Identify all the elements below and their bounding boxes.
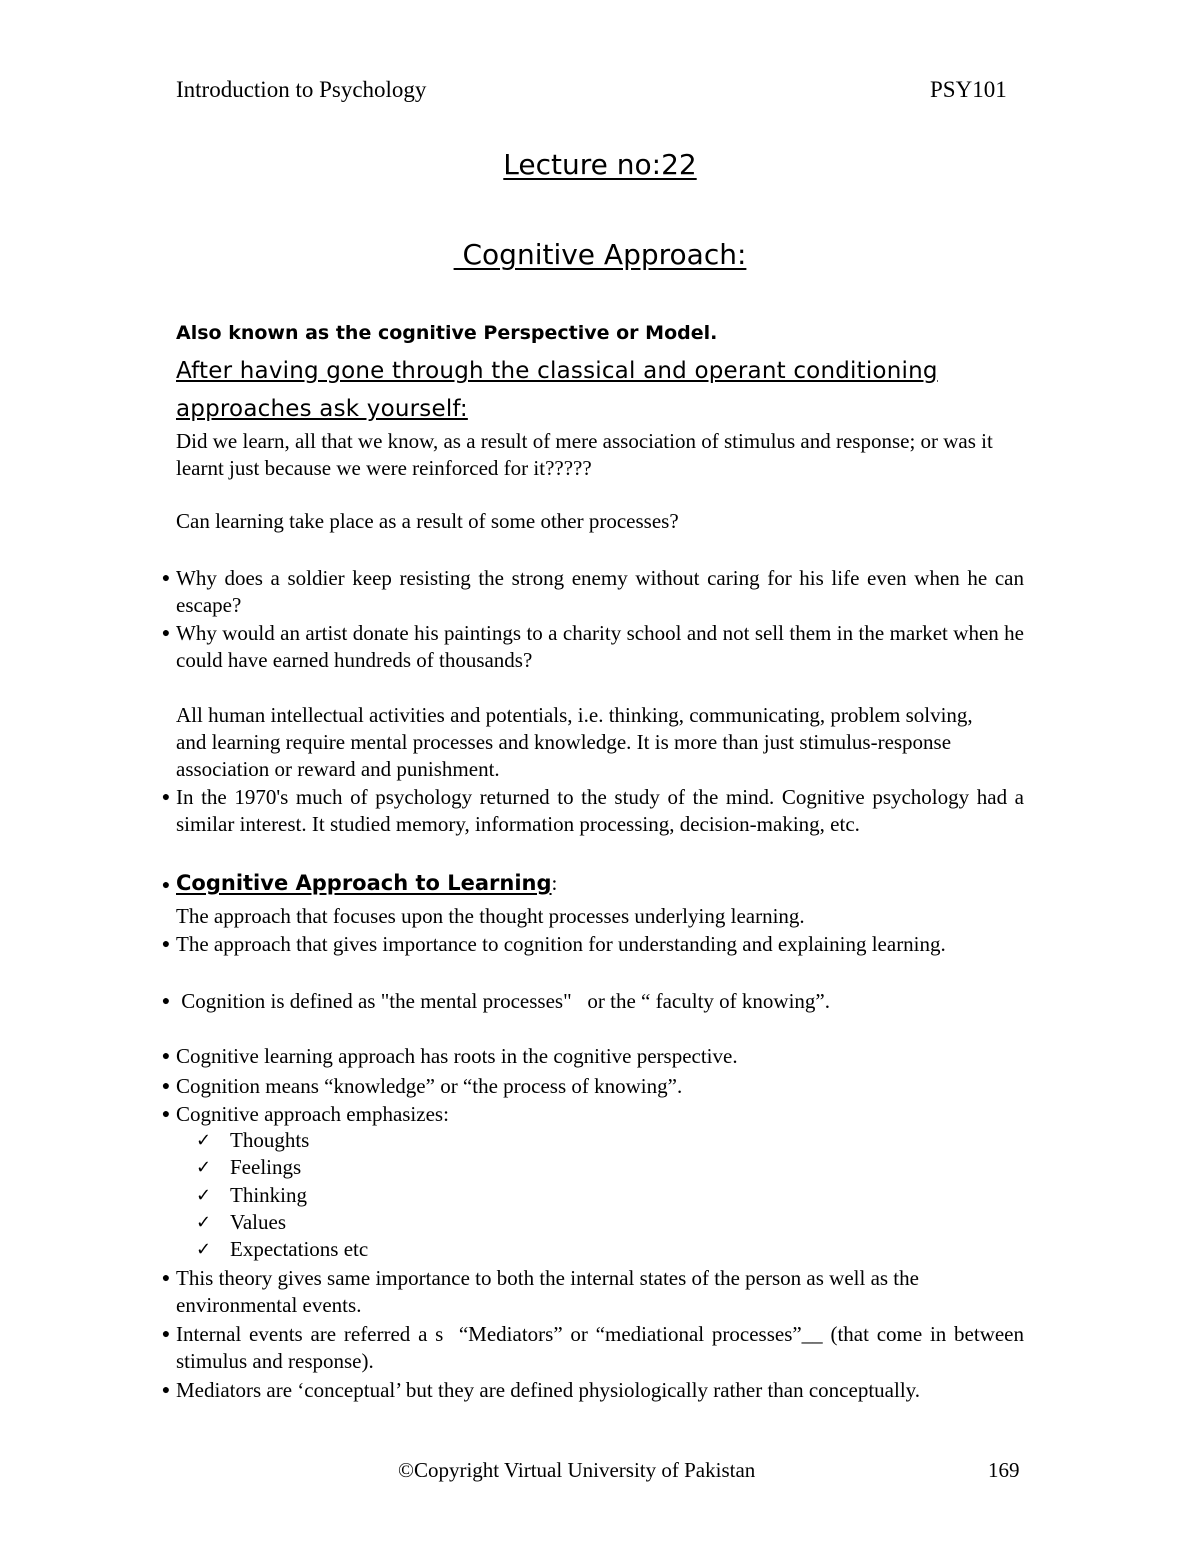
learning-definition: The approach that focuses upon the thought processes underlying learning. [176,904,805,928]
bullet-icon: ● [161,1383,171,1398]
emphasis-item: Expectations etc [230,1237,369,1261]
bullet-icon: ● [161,878,171,893]
list-item: Cognition is defined as "the mental processes" or the “ faculty of knowing”. [176,989,830,1013]
list-item: Mediators are ‘conceptual’ but they are defined physiologically rather than conceptually. [176,1378,921,1402]
bullet-icon: ● [161,571,171,586]
list-item: Cognitive approach emphasizes: [176,1102,449,1126]
learning-heading-colon: : [551,871,558,895]
learning-heading: Cognitive Approach to Learning [176,871,552,895]
emphasis-item: Thinking [230,1183,307,1207]
list-item: Cognition means “knowledge” or “the process of knowing”. [176,1074,683,1098]
paragraph-intellectual-activities: All human intellectual activities and potentials, i.e. thinking, communicating, problem solving, and learning require mental processes and knowledge. It is more than just stimulus-response association or reward and punishment. [176,703,973,781]
list-item: Why does a soldier keep resisting the strong enemy without caring for his life even when he can escape? [176,566,1024,617]
emphasis-item: Values [230,1210,286,1234]
bullet-icon: ● [161,1327,171,1342]
page-number: 169 [988,1458,1020,1482]
list-item: Cognitive learning approach has roots in the cognitive perspective. [176,1044,738,1068]
list-item: Why would an artist donate his paintings to a charity school and not sell them in the market when he could have earned hundreds of thousands? [176,621,1024,672]
bullet-icon: ● [161,790,171,805]
checkmark-icon: ✓ [196,1239,212,1260]
list-item: The approach that gives importance to cognition for understanding and explaining learning. [176,932,946,956]
course-title: Introduction to Psychology [176,77,427,102]
course-code: PSY101 [930,77,1007,102]
bullet-icon: ● [161,994,171,1009]
also-known-as: Also known as the cognitive Perspective or Model. [176,322,718,344]
list-item: Internal events are referred a s “Mediators” or “mediational processes”__ (that come in between stimulus and response). [176,1322,1030,1373]
bullet-icon: ● [161,1079,171,1094]
checkmark-icon: ✓ [196,1130,212,1151]
paragraph-association: Did we learn, all that we know, as a result of mere association of stimulus and response; or was it learnt just because we were reinforced for it????? [176,429,993,480]
learning-heading-wrap [176,870,557,897]
section-title: Cognitive Approach: [453,238,747,271]
emphasis-item: Feelings [230,1155,302,1179]
checkmark-icon: ✓ [196,1212,212,1233]
bullet-icon: ● [161,937,171,952]
list-item: This theory gives same importance to both the internal states of the person as well as the environmental events. [176,1266,919,1317]
bullet-icon: ● [161,1107,171,1122]
emphasis-item: Thoughts [230,1128,310,1152]
bullet-icon: ● [161,626,171,641]
copyright: ©Copyright Virtual University of Pakistan [398,1458,756,1482]
bullet-icon: ● [161,1049,171,1064]
question-heading: After having gone through the classical and operant conditioning approaches ask yourself: [176,358,938,422]
list-item: In the 1970's much of psychology returned to the study of the mind. Cognitive psychology had a similar interest. It studied memory, information processing, decision-making, etc. [176,785,1024,836]
checkmark-icon: ✓ [196,1157,212,1178]
bullet-icon: ● [161,1271,171,1286]
lecture-title: Lecture no:22 [503,148,697,181]
checkmark-icon: ✓ [196,1185,212,1206]
paragraph-other-processes: Can learning take place as a result of some other processes? [176,509,679,533]
